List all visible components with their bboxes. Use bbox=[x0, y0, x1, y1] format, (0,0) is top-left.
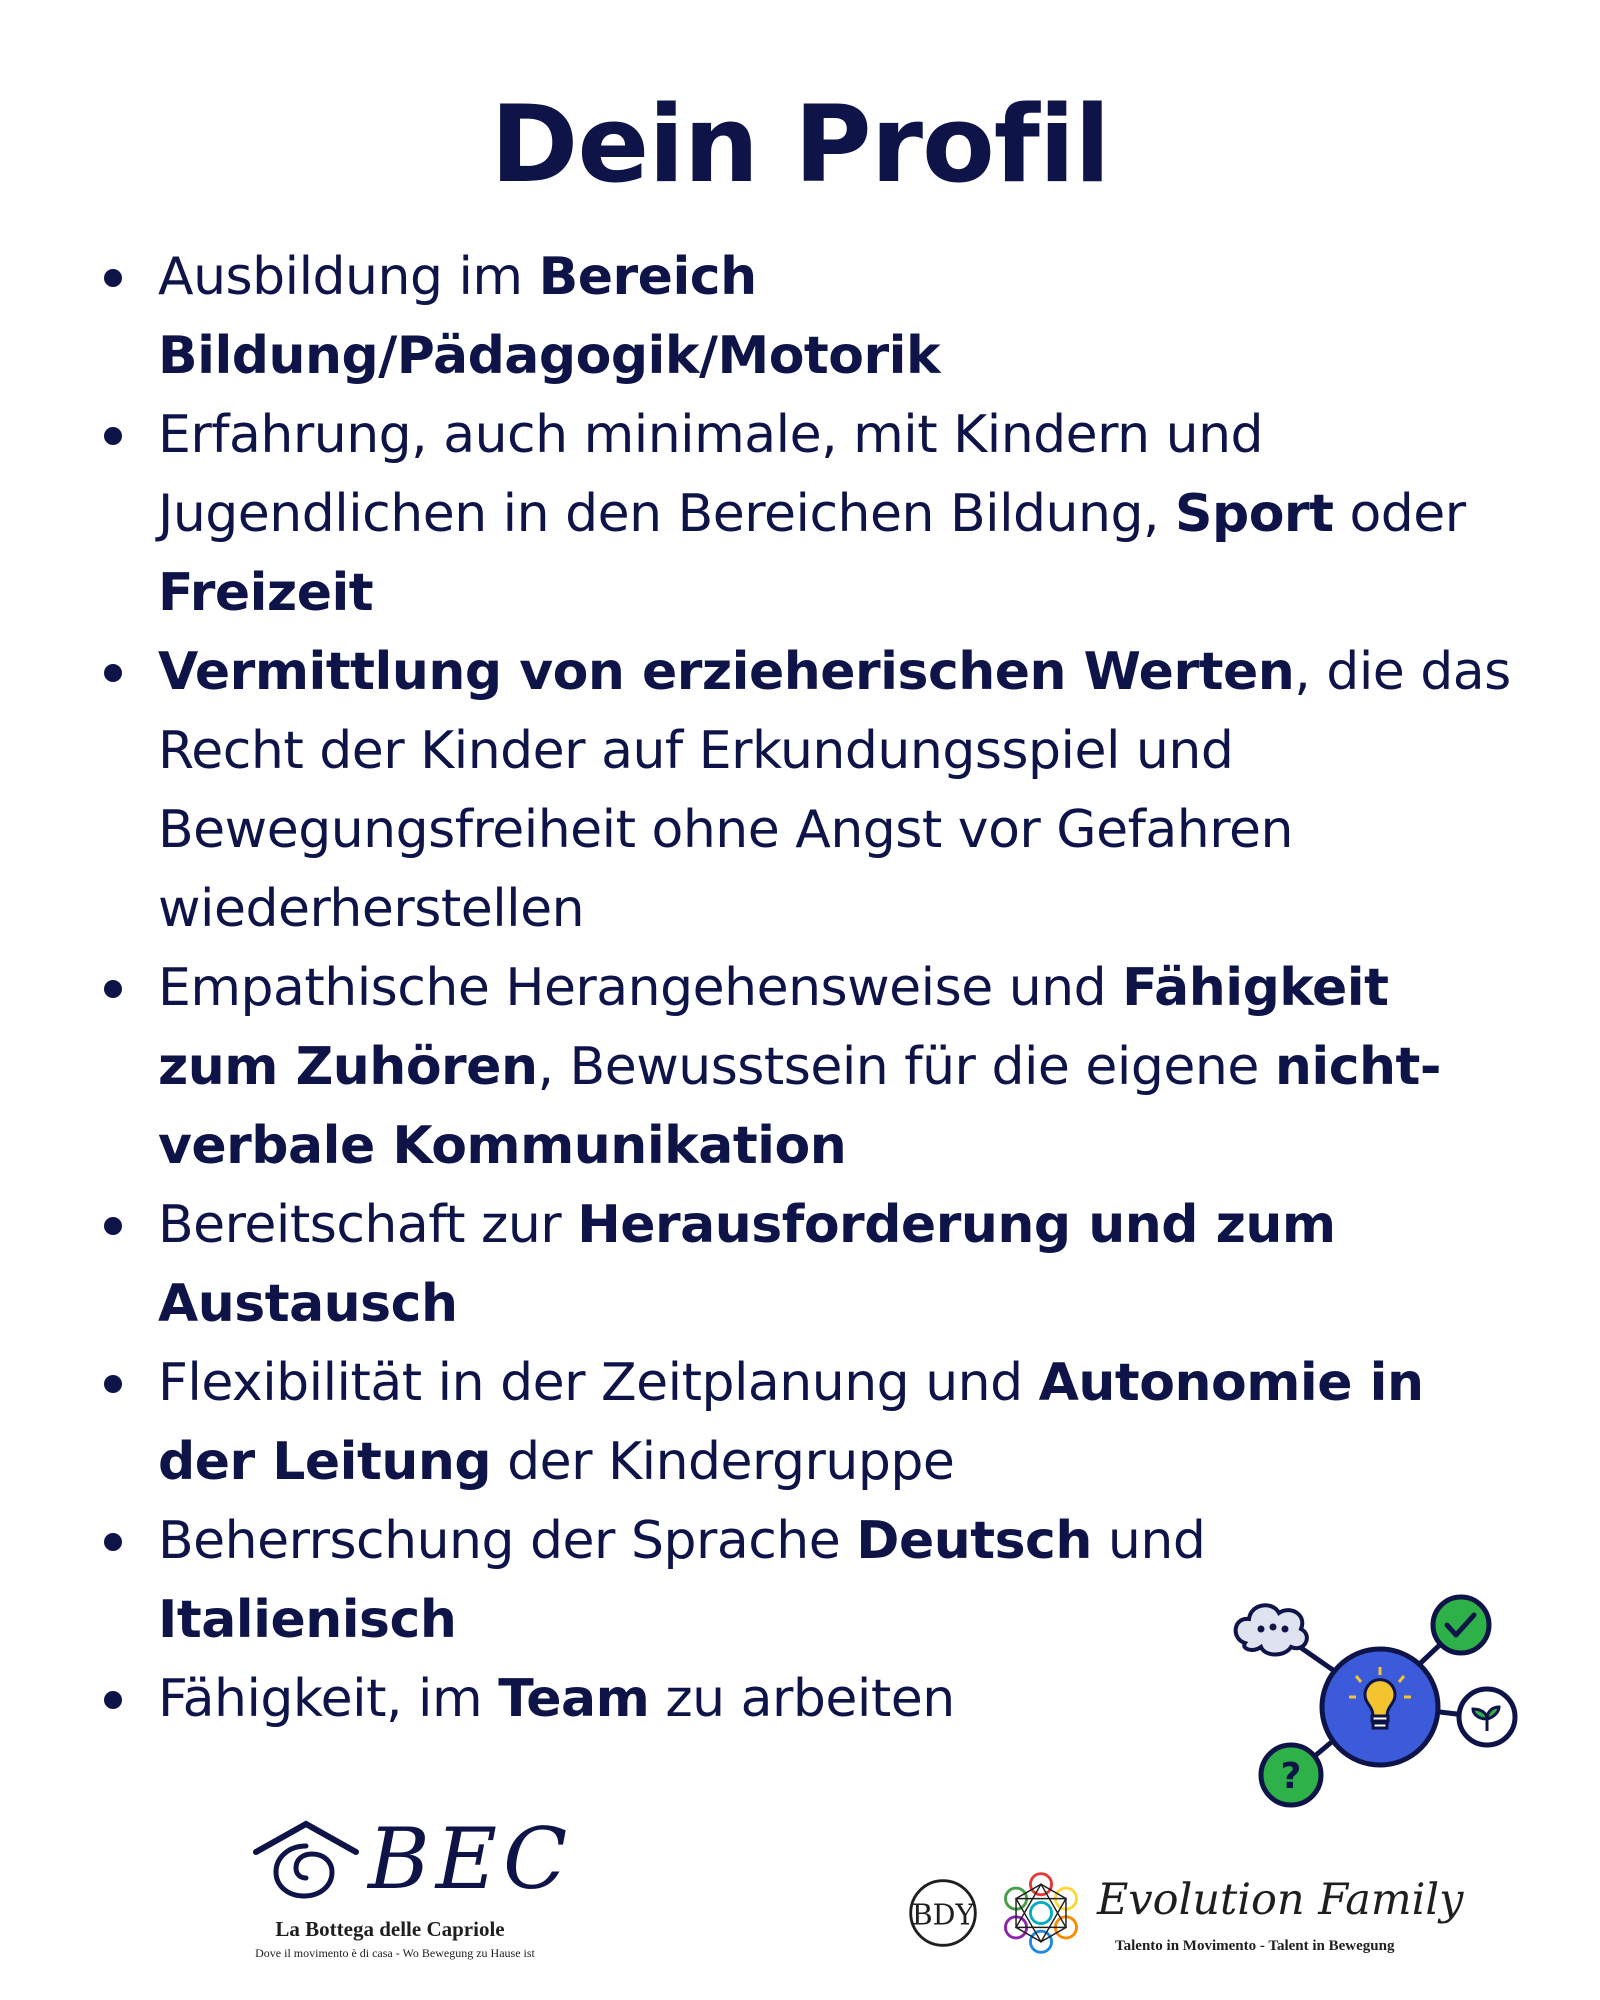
item-text: Bereitschaft zur bbox=[158, 1195, 578, 1255]
bec-tagline: Dove il movimento è di casa - Wo Bewegung zu Hause ist bbox=[255, 1946, 535, 1960]
item-text: Fähigkeit, im bbox=[158, 1669, 499, 1729]
bullet-dot bbox=[104, 1375, 122, 1393]
profile-requirements-list bbox=[94, 238, 1514, 1739]
metatron-cube-icon bbox=[993, 1865, 1089, 1961]
bold-text: Bereich Bildung/Pädagogik/Motorik bbox=[158, 247, 941, 386]
list-item bbox=[94, 238, 1514, 396]
bec-name: La Bottega delle Capriole bbox=[275, 1917, 505, 1941]
item-text: , die das Recht der Kinder auf Erkundungsspiel und Bewegungsfreiheit ohne Angst vor Gefahren wiederherstellen bbox=[158, 642, 1511, 939]
bec-wordmark: BEC bbox=[368, 1810, 574, 1908]
bec-logo bbox=[200, 1810, 590, 1960]
evolution-family-logo bbox=[905, 1865, 1465, 1965]
item-text: Flexibilität in der Zeitplanung und bbox=[158, 1353, 1039, 1413]
bullet-dot bbox=[104, 269, 122, 287]
evolution-family-tagline: Talento in Movimento - Talent in Bewegung bbox=[1115, 1938, 1395, 1954]
bold-text: Sport bbox=[1175, 484, 1334, 544]
bdy-monogram-icon bbox=[905, 1875, 981, 1951]
bold-text: Autonomie in der Leitung bbox=[158, 1353, 1424, 1492]
bullet-dot bbox=[104, 427, 122, 445]
item-text: oder bbox=[1333, 484, 1466, 544]
bec-house-swirl-icon bbox=[246, 1812, 366, 1902]
list-item bbox=[94, 633, 1514, 949]
bold-text: Fähigkeit zum Zuhören bbox=[158, 958, 1389, 1097]
list-item bbox=[94, 1344, 1514, 1502]
bullet-dot bbox=[104, 980, 122, 998]
svg-text:BDY: BDY bbox=[911, 1898, 975, 1932]
item-text: Empathische Herangehensweise und bbox=[158, 958, 1123, 1018]
list-item bbox=[94, 396, 1514, 633]
bold-text: Freizeit bbox=[158, 563, 374, 623]
evolution-family-wordmark: Evolution Family bbox=[1097, 1875, 1464, 1925]
bullet-dot bbox=[104, 1691, 122, 1709]
bullet-dot bbox=[104, 1217, 122, 1235]
item-text: Erfahrung, auch minimale, mit Kindern und Jugendlichen in den Bereichen Bildung, bbox=[158, 405, 1264, 544]
bold-text: Deutsch bbox=[856, 1511, 1092, 1571]
bold-text: Team bbox=[498, 1669, 650, 1729]
svg-text:?: ? bbox=[1280, 1756, 1302, 1797]
list-item bbox=[94, 949, 1514, 1186]
bullet-dot bbox=[104, 1533, 122, 1551]
item-text: zu arbeiten bbox=[649, 1669, 955, 1729]
item-text: Ausbildung im bbox=[158, 247, 539, 307]
item-text: und bbox=[1091, 1511, 1206, 1571]
bold-text: Italienisch bbox=[158, 1590, 457, 1650]
bold-text: Vermittlung von erzieherischen Werten bbox=[158, 642, 1295, 702]
item-text: , Bewusstsein für die eigene bbox=[537, 1037, 1275, 1097]
bullet-dot bbox=[104, 664, 122, 682]
idea-network-illustration bbox=[1225, 1585, 1525, 1825]
list-item bbox=[94, 1186, 1514, 1344]
page-title: Dein Profil bbox=[490, 83, 1110, 206]
item-text: Beherrschung der Sprache bbox=[158, 1511, 857, 1571]
checkmark-icon bbox=[1433, 1597, 1489, 1653]
bold-text: Herausforderung und zum Austausch bbox=[158, 1195, 1336, 1334]
bold-text: nicht-verbale Kommunikation bbox=[158, 1037, 1441, 1176]
item-text: der Kindergruppe bbox=[491, 1432, 955, 1492]
